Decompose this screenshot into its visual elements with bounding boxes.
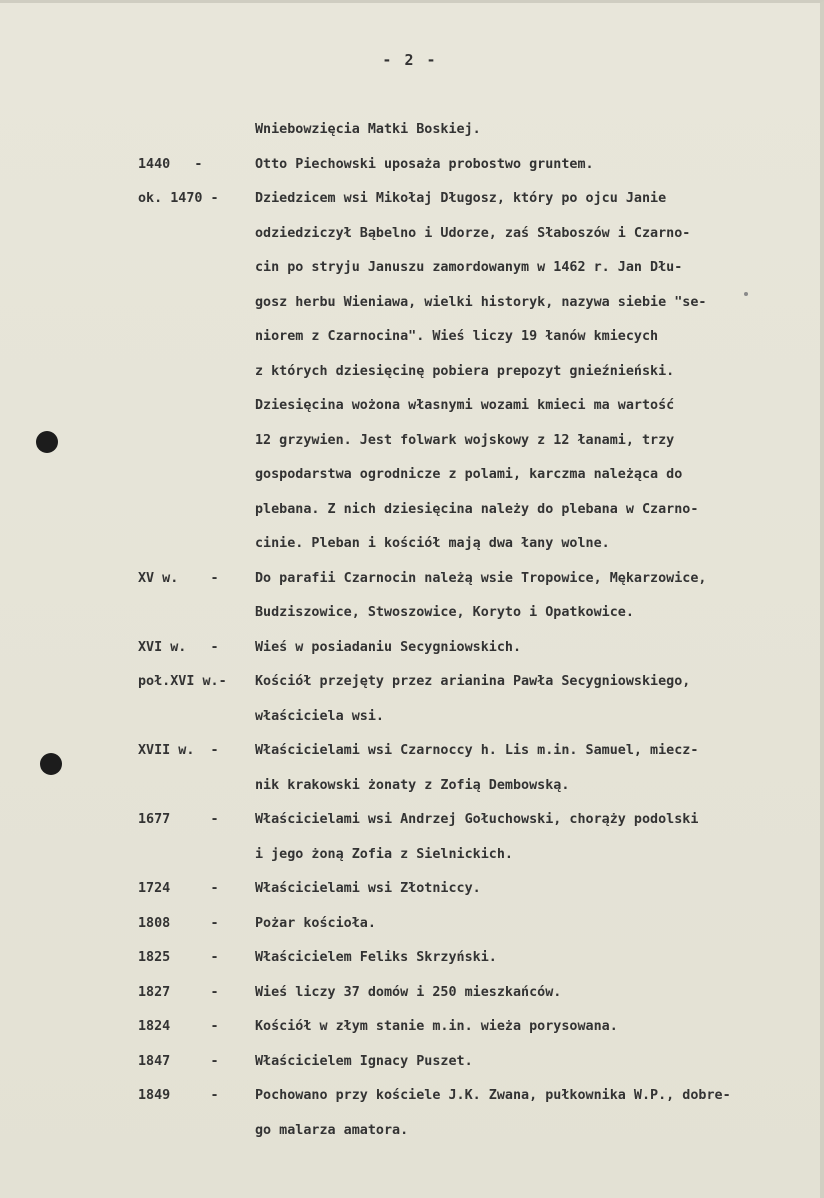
entry-continuation-row bbox=[138, 251, 813, 286]
entry-row bbox=[138, 941, 813, 976]
entry-date bbox=[138, 251, 255, 286]
entry-date bbox=[138, 320, 255, 355]
entry-text: go malarza amatora. bbox=[255, 1122, 409, 1138]
entry-text: 12 grzywien. Jest folwark wojskowy z 12 łanami, trzy bbox=[255, 432, 675, 448]
entry-row bbox=[138, 803, 813, 838]
entry-date: 1677 - bbox=[138, 812, 219, 827]
entry-text: Dziedzicem wsi Mikołaj Długosz, który po ojcu Janie bbox=[255, 191, 667, 206]
entry-continuation-row bbox=[138, 389, 813, 424]
entry-row bbox=[138, 872, 813, 907]
entry-row bbox=[138, 976, 813, 1011]
entry-date: 1849 - bbox=[138, 1088, 219, 1103]
entry-date bbox=[138, 389, 255, 424]
entry-text: Kościół w złym stanie m.in. wieża porysowana. bbox=[255, 1019, 618, 1034]
entry-text: Do parafii Czarnocin należą wsie Tropowice, Mękarzowice, bbox=[255, 570, 707, 586]
entry-date bbox=[138, 596, 255, 631]
entry-row bbox=[138, 1045, 813, 1080]
entry-date: 1824 - bbox=[138, 1019, 219, 1034]
entry-text: odziedziczył Bąbelno i Udorze, zaś Słaboszów i Czarno- bbox=[255, 225, 691, 241]
entry-date: 1724 - bbox=[138, 881, 219, 896]
entry-continuation-row bbox=[138, 286, 813, 321]
entry-text: nik krakowski żonaty z Zofią Dembowską. bbox=[255, 777, 570, 793]
entry-text: Budziszowice, Stwoszowice, Koryto i Opatkowice. bbox=[255, 605, 634, 620]
entry-continuation-row bbox=[138, 838, 813, 873]
entry-continuation-row bbox=[138, 596, 813, 631]
entry-row bbox=[138, 734, 813, 769]
entry-text: cinie. Pleban i kościół mają dwa łany wolne. bbox=[255, 536, 610, 551]
entry-continuation-row bbox=[138, 493, 813, 528]
entry-text: z których dziesięcinę pobiera prepozyt gnieźnieński. bbox=[255, 363, 675, 379]
entry-date: 1825 - bbox=[138, 950, 219, 965]
entry-text: Właścicielem Ignacy Puszet. bbox=[255, 1053, 473, 1069]
entry-continuation-row bbox=[138, 217, 813, 252]
entry-text: Dziesięcina wożona własnymi wozami kmieci ma wartość bbox=[255, 398, 675, 413]
entry-date bbox=[138, 700, 255, 735]
entry-text: Otto Piechowski uposaża probostwo gruntem. bbox=[255, 156, 594, 172]
entry-text: niorem z Czarnocina". Wieś liczy 19 łanów kmiecych bbox=[255, 329, 659, 344]
punch-hole bbox=[40, 753, 62, 775]
page-number: - 2 - bbox=[382, 51, 438, 69]
entry-text: gosz herbu Wieniawa, wielki historyk, nazywa siebie "se- bbox=[255, 294, 707, 310]
entry-date: XVI w. - bbox=[138, 639, 219, 655]
entry-text: Wieś w posiadaniu Secygniowskich. bbox=[255, 639, 522, 655]
entry-continuation-row bbox=[138, 458, 813, 493]
entry-row bbox=[138, 113, 813, 148]
entry-row bbox=[138, 665, 813, 700]
entry-date bbox=[138, 424, 255, 459]
entry-date: poł.XVI w.- bbox=[138, 674, 227, 689]
entry-date bbox=[138, 458, 255, 493]
entry-row bbox=[138, 182, 813, 217]
entry-date: 1440 - bbox=[138, 156, 203, 172]
entry-row bbox=[138, 907, 813, 942]
entry-continuation-row bbox=[138, 700, 813, 735]
chronology-list bbox=[138, 113, 813, 1148]
entry-date: ok. 1470 - bbox=[138, 191, 219, 206]
entry-date: XVII w. - bbox=[138, 743, 219, 758]
entry-date bbox=[138, 355, 255, 390]
entry-date bbox=[138, 838, 255, 873]
entry-date: XV w. - bbox=[138, 570, 219, 586]
entry-date bbox=[138, 113, 255, 148]
entry-text: Właścicielami wsi Andrzej Gołuchowski, chorąży podolski bbox=[255, 812, 699, 827]
entry-text: i jego żoną Zofia z Sielnickich. bbox=[255, 846, 513, 862]
entry-text: Właścicielami wsi Złotniccy. bbox=[255, 881, 481, 896]
entry-date bbox=[138, 286, 255, 321]
entry-text: Wieś liczy 37 domów i 250 mieszkańców. bbox=[255, 984, 562, 1000]
entry-date bbox=[138, 769, 255, 804]
entry-continuation-row bbox=[138, 1114, 813, 1149]
entry-date bbox=[138, 527, 255, 562]
entry-text: plebana. Z nich dziesięcina należy do plebana w Czarno- bbox=[255, 501, 699, 517]
entry-date: 1827 - bbox=[138, 984, 219, 1000]
entry-date bbox=[138, 493, 255, 528]
entry-text: właściciela wsi. bbox=[255, 708, 384, 724]
entry-text: gospodarstwa ogrodnicze z polami, karczma należąca do bbox=[255, 467, 683, 482]
entry-continuation-row bbox=[138, 320, 813, 355]
entry-row bbox=[138, 148, 813, 183]
entry-continuation-row bbox=[138, 527, 813, 562]
entry-text: Właścicielami wsi Czarnoccy h. Lis m.in. Samuel, miecz- bbox=[255, 743, 699, 758]
entry-text: cin po stryju Januszu zamordowanym w 1462 r. Jan Dłu- bbox=[255, 260, 683, 275]
entry-date: 1847 - bbox=[138, 1053, 219, 1069]
punch-hole bbox=[36, 431, 58, 453]
entry-text: Pożar kościoła. bbox=[255, 915, 376, 931]
entry-text: Właścicielem Feliks Skrzyński. bbox=[255, 950, 497, 965]
entry-text: Pochowano przy kościele J.K. Zwana, pułkownika W.P., dobre- bbox=[255, 1088, 731, 1103]
entry-date bbox=[138, 217, 255, 252]
entry-continuation-row bbox=[138, 424, 813, 459]
entry-row bbox=[138, 1079, 813, 1114]
entry-row bbox=[138, 631, 813, 666]
entry-date bbox=[138, 1114, 255, 1149]
entry-date: 1808 - bbox=[138, 915, 219, 931]
entry-continuation-row bbox=[138, 355, 813, 390]
entry-row bbox=[138, 562, 813, 597]
entry-continuation-row bbox=[138, 769, 813, 804]
entry-row bbox=[138, 1010, 813, 1045]
entry-text: Wniebowzięcia Matki Boskiej. bbox=[255, 122, 481, 137]
entry-text: Kościół przejęty przez arianina Pawła Secygniowskiego, bbox=[255, 674, 691, 689]
